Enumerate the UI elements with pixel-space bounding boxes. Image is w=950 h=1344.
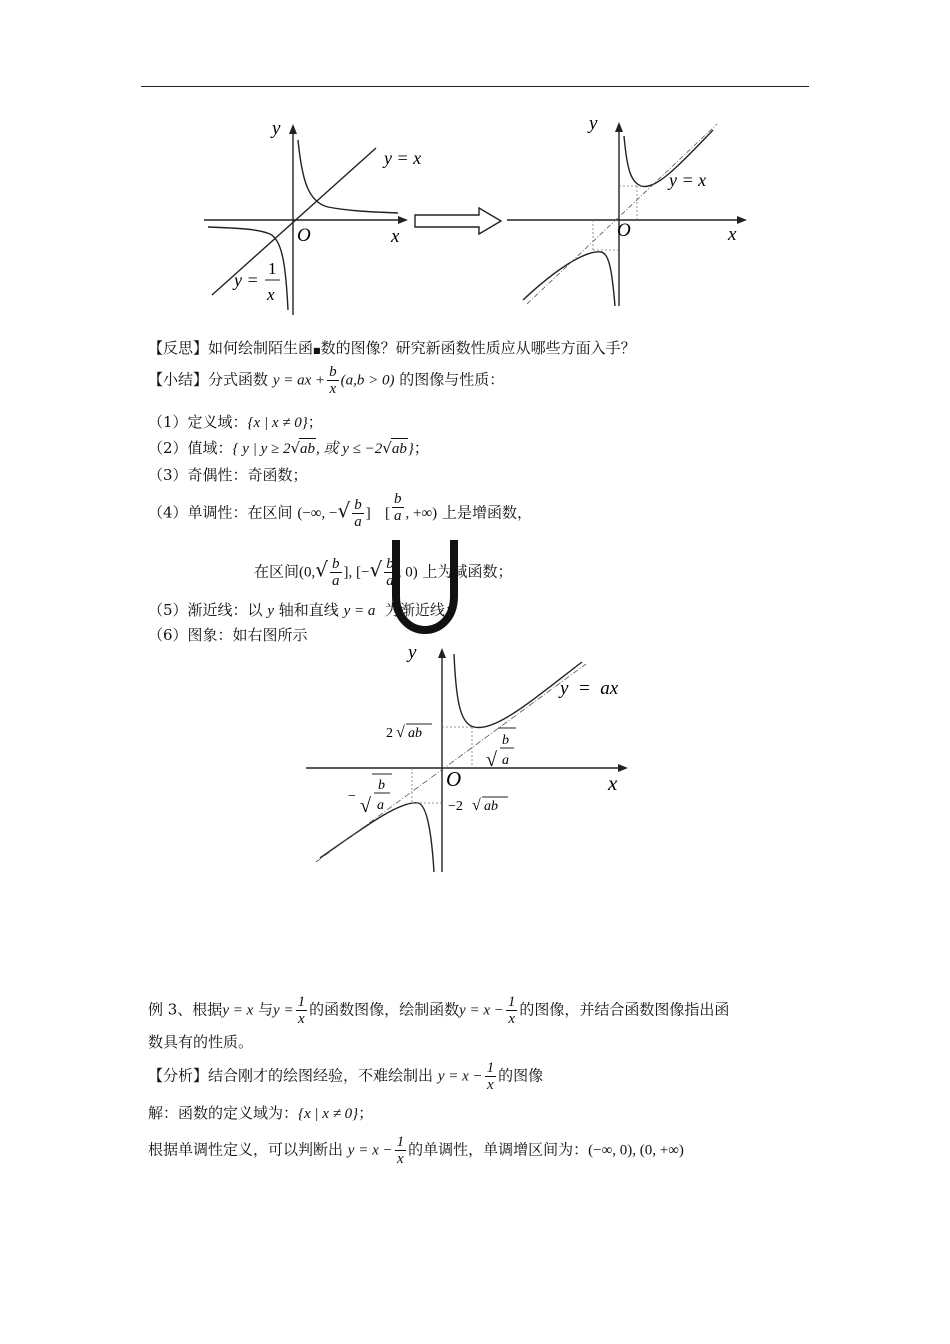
item2-sqrt-symbol-1: √ bbox=[290, 439, 301, 457]
ex-frac-1-den: x bbox=[297, 1011, 305, 1027]
item4b-frac-1 bbox=[330, 556, 342, 589]
fig1-line-label: y = x bbox=[384, 148, 422, 168]
fig3-origin-label: O bbox=[446, 767, 462, 791]
item2-math-b: } bbox=[407, 441, 414, 457]
summary-frac-den: x bbox=[329, 381, 337, 397]
example3-line2: 数具有的性质。 bbox=[148, 1033, 254, 1051]
figure-general-function bbox=[300, 640, 640, 880]
item4-frac-1-den: a bbox=[354, 514, 362, 530]
monotonic-line bbox=[148, 1134, 684, 1167]
item4-int2-b: , +∞) bbox=[405, 505, 438, 522]
ex-label: 例 3、根据 bbox=[148, 1000, 223, 1019]
fig3-right-num: b bbox=[502, 733, 509, 748]
mono-frac-num: 1 bbox=[396, 1134, 405, 1150]
ex-and: 与 bbox=[258, 1000, 274, 1019]
figure-composite-function bbox=[505, 110, 755, 310]
y-axis-arrow bbox=[615, 122, 623, 132]
fig3-right-den: a bbox=[502, 753, 509, 768]
fig3-right-sqrt: √ bbox=[486, 749, 497, 771]
item2-rad-1: ab bbox=[299, 438, 316, 459]
ex-frac-1-num: 1 bbox=[297, 994, 306, 1010]
analysis-frac-den: x bbox=[487, 1077, 494, 1093]
item4b-label: 在区间 bbox=[254, 562, 300, 581]
mono-f: y = x − bbox=[347, 1142, 393, 1159]
item-monotonicity-decrease bbox=[254, 556, 513, 589]
ex-tail: 的图像，并结合函数图像指出函 bbox=[519, 1000, 730, 1019]
item4b-frac-2-num: b bbox=[386, 556, 394, 572]
item4b-frac-1-num: b bbox=[332, 556, 340, 572]
item4-frac-2 bbox=[392, 491, 404, 524]
item5-label: （5）渐近线：以 bbox=[148, 601, 263, 619]
fig1-x-label: x bbox=[391, 226, 400, 247]
fig3-top-sqrt: √ bbox=[396, 724, 405, 741]
mono-frac bbox=[395, 1134, 407, 1167]
item4b-int1-a: (0, bbox=[299, 564, 316, 581]
ex-frac-2-num: 1 bbox=[507, 994, 516, 1010]
item2-mid: , 或 y ≤ −2 bbox=[316, 441, 383, 457]
analysis-frac-num: 1 bbox=[486, 1060, 495, 1076]
fig1-curve-label-num: 1 bbox=[268, 259, 277, 278]
x-axis-arrow bbox=[737, 216, 747, 224]
item2-math-a: { y | y ≥ 2 bbox=[232, 441, 291, 457]
item2-sqrt-symbol-2: √ bbox=[382, 439, 392, 457]
item1-label: （1）定义域： bbox=[148, 413, 248, 431]
item-range bbox=[148, 438, 429, 459]
u-shape-mark bbox=[386, 540, 464, 636]
fig3-top-rad: ab bbox=[408, 726, 422, 741]
item4-int2-a: [ bbox=[385, 505, 390, 522]
item5-tail: 为渐近线； bbox=[384, 601, 460, 619]
item-parity: （3）奇偶性：奇函数； bbox=[148, 466, 308, 484]
summary-function-b: (a,b > 0) bbox=[340, 372, 395, 389]
item4-frac-1-num: b bbox=[354, 497, 362, 513]
summary-function-a: y = ax + bbox=[272, 372, 326, 389]
fig3-bottom-rad: ab bbox=[484, 799, 498, 814]
asymptote-line bbox=[527, 124, 717, 304]
ex-mid: 的函数图像，绘制函数 bbox=[309, 1000, 460, 1019]
item5-y: y bbox=[267, 603, 274, 619]
example3-line1 bbox=[148, 994, 729, 1027]
fig1-curve-label-den: x bbox=[267, 285, 275, 304]
ex-frac-2-den: x bbox=[508, 1011, 515, 1027]
fig2-y-label: y bbox=[589, 113, 598, 134]
x-axis-arrow bbox=[618, 764, 628, 772]
solution-line bbox=[148, 1103, 373, 1124]
summary-frac-num: b bbox=[329, 364, 337, 380]
item4-frac-2-den: a bbox=[394, 508, 402, 524]
mono-frac-den: x bbox=[397, 1151, 404, 1167]
curve-branch-left bbox=[320, 803, 434, 872]
item2-end: ； bbox=[413, 439, 429, 457]
summary-tag: 【小结】 bbox=[148, 370, 209, 389]
analysis-f: y = x − bbox=[437, 1068, 483, 1085]
item2-rad-2: ab bbox=[391, 438, 408, 459]
item4-frac-1 bbox=[352, 497, 364, 530]
u-shape-stroke bbox=[396, 540, 454, 630]
item-domain bbox=[148, 412, 323, 433]
fig1-curve-label-lhs: y = bbox=[234, 270, 259, 290]
analysis-line bbox=[148, 1060, 543, 1093]
item4b-int1-b: ], [− bbox=[343, 564, 370, 581]
summary-pre: 分式函数 bbox=[208, 370, 269, 389]
item4b-tail-a: 上 bbox=[422, 562, 438, 581]
x-axis-arrow bbox=[398, 216, 408, 224]
item4b-frac-2-den: a bbox=[386, 573, 394, 589]
reflection-tag: 【反思】 bbox=[148, 339, 209, 357]
item4b-sqrt-2: √ bbox=[369, 557, 383, 582]
item5-math: y = a bbox=[343, 603, 376, 619]
analysis-frac bbox=[485, 1060, 497, 1093]
item4-label: （4）单调性：在区间 bbox=[148, 503, 293, 522]
summary-line bbox=[148, 364, 504, 397]
item1-end: ； bbox=[307, 413, 323, 431]
item4b-frac-1-den: a bbox=[332, 573, 340, 589]
item-monotonicity-increase bbox=[148, 491, 532, 530]
summary-fraction bbox=[327, 364, 339, 397]
ex-f1: y = x bbox=[222, 1002, 254, 1019]
fig1-y-label: y bbox=[272, 118, 281, 139]
header-rule bbox=[141, 86, 809, 87]
transform-arrow bbox=[413, 206, 505, 236]
fig1-origin-label: O bbox=[297, 225, 311, 246]
fig3-left-num: b bbox=[378, 778, 385, 793]
ex-f2: y = bbox=[273, 1002, 294, 1019]
fig3-top-value: 2 bbox=[386, 726, 393, 741]
ex-f3: y = x − bbox=[459, 1002, 504, 1019]
ex-frac-1 bbox=[296, 994, 308, 1027]
fig3-x-label: x bbox=[608, 771, 618, 795]
y-axis-arrow bbox=[438, 648, 446, 658]
analysis-tag: 【分析】 bbox=[148, 1066, 209, 1085]
summary-post: 的图像与性质： bbox=[399, 370, 505, 389]
mono-mid: 的单调性，单调增区间为： bbox=[408, 1140, 589, 1159]
item4b-sqrt-1: √ bbox=[315, 557, 329, 582]
item4-tail: 上是增函数， bbox=[441, 503, 532, 522]
reflection-line: 【反思】如何绘制陌生函■数的图像？研究新函数性质应从哪些方面入手？ bbox=[148, 339, 636, 357]
fig3-left-sign: − bbox=[348, 789, 356, 804]
item1-math: {x | x ≠ 0} bbox=[247, 415, 308, 431]
solution-math: {x | x ≠ 0} bbox=[298, 1106, 359, 1122]
reflection-tail: 数的图像？研究新函数性质应从哪些方面入手？ bbox=[320, 339, 636, 357]
fig2-x-label: x bbox=[728, 224, 737, 245]
item4-int1-a: (−∞, − bbox=[297, 505, 338, 522]
fig2-origin-label: O bbox=[617, 220, 631, 241]
fig3-bottom-sqrt: √ bbox=[472, 797, 481, 814]
solution-end: ； bbox=[358, 1104, 374, 1122]
fig3-left-sqrt: √ bbox=[360, 795, 371, 817]
fig3-left-den: a bbox=[377, 798, 384, 813]
item4b-int2-b: , 0) bbox=[397, 564, 418, 581]
analysis-tail: 的图像 bbox=[498, 1066, 544, 1085]
analysis-body: 结合刚才的绘图经验，不难绘制出 bbox=[208, 1066, 434, 1085]
item2-label: （2）值域： bbox=[148, 439, 233, 457]
figure-line-and-hyperbola bbox=[198, 110, 422, 320]
fig3-y-label: y bbox=[408, 642, 417, 663]
item4-frac-2-num: b bbox=[394, 491, 402, 507]
fig2-line-label: y = x bbox=[669, 170, 707, 190]
curve-branch-left bbox=[523, 252, 615, 306]
fig3-bottom-value: −2 bbox=[448, 799, 463, 814]
hollow-arrow-shape bbox=[415, 208, 501, 234]
fig3-line-label: y = ax bbox=[560, 678, 619, 699]
item4b-tail-b: 为减函数； bbox=[437, 562, 513, 581]
mono-label: 根据单调性定义，可以判断出 bbox=[148, 1140, 344, 1159]
mono-math: (−∞, 0), (0, +∞) bbox=[588, 1142, 684, 1159]
ex-frac-2 bbox=[506, 994, 518, 1027]
item4-int1-b: ] bbox=[365, 505, 371, 522]
item5-mid: 轴和直线 bbox=[278, 601, 339, 619]
y-axis-arrow bbox=[289, 124, 297, 134]
solution-label: 解：函数的定义域为： bbox=[148, 1104, 299, 1122]
hyperbola-branch-right bbox=[298, 140, 398, 213]
item4-sqrt-1: √ bbox=[337, 498, 351, 523]
item-graph: （6）图象：如右图所示 bbox=[148, 626, 308, 644]
reflection-body: 如何绘制陌生函 bbox=[208, 339, 314, 357]
